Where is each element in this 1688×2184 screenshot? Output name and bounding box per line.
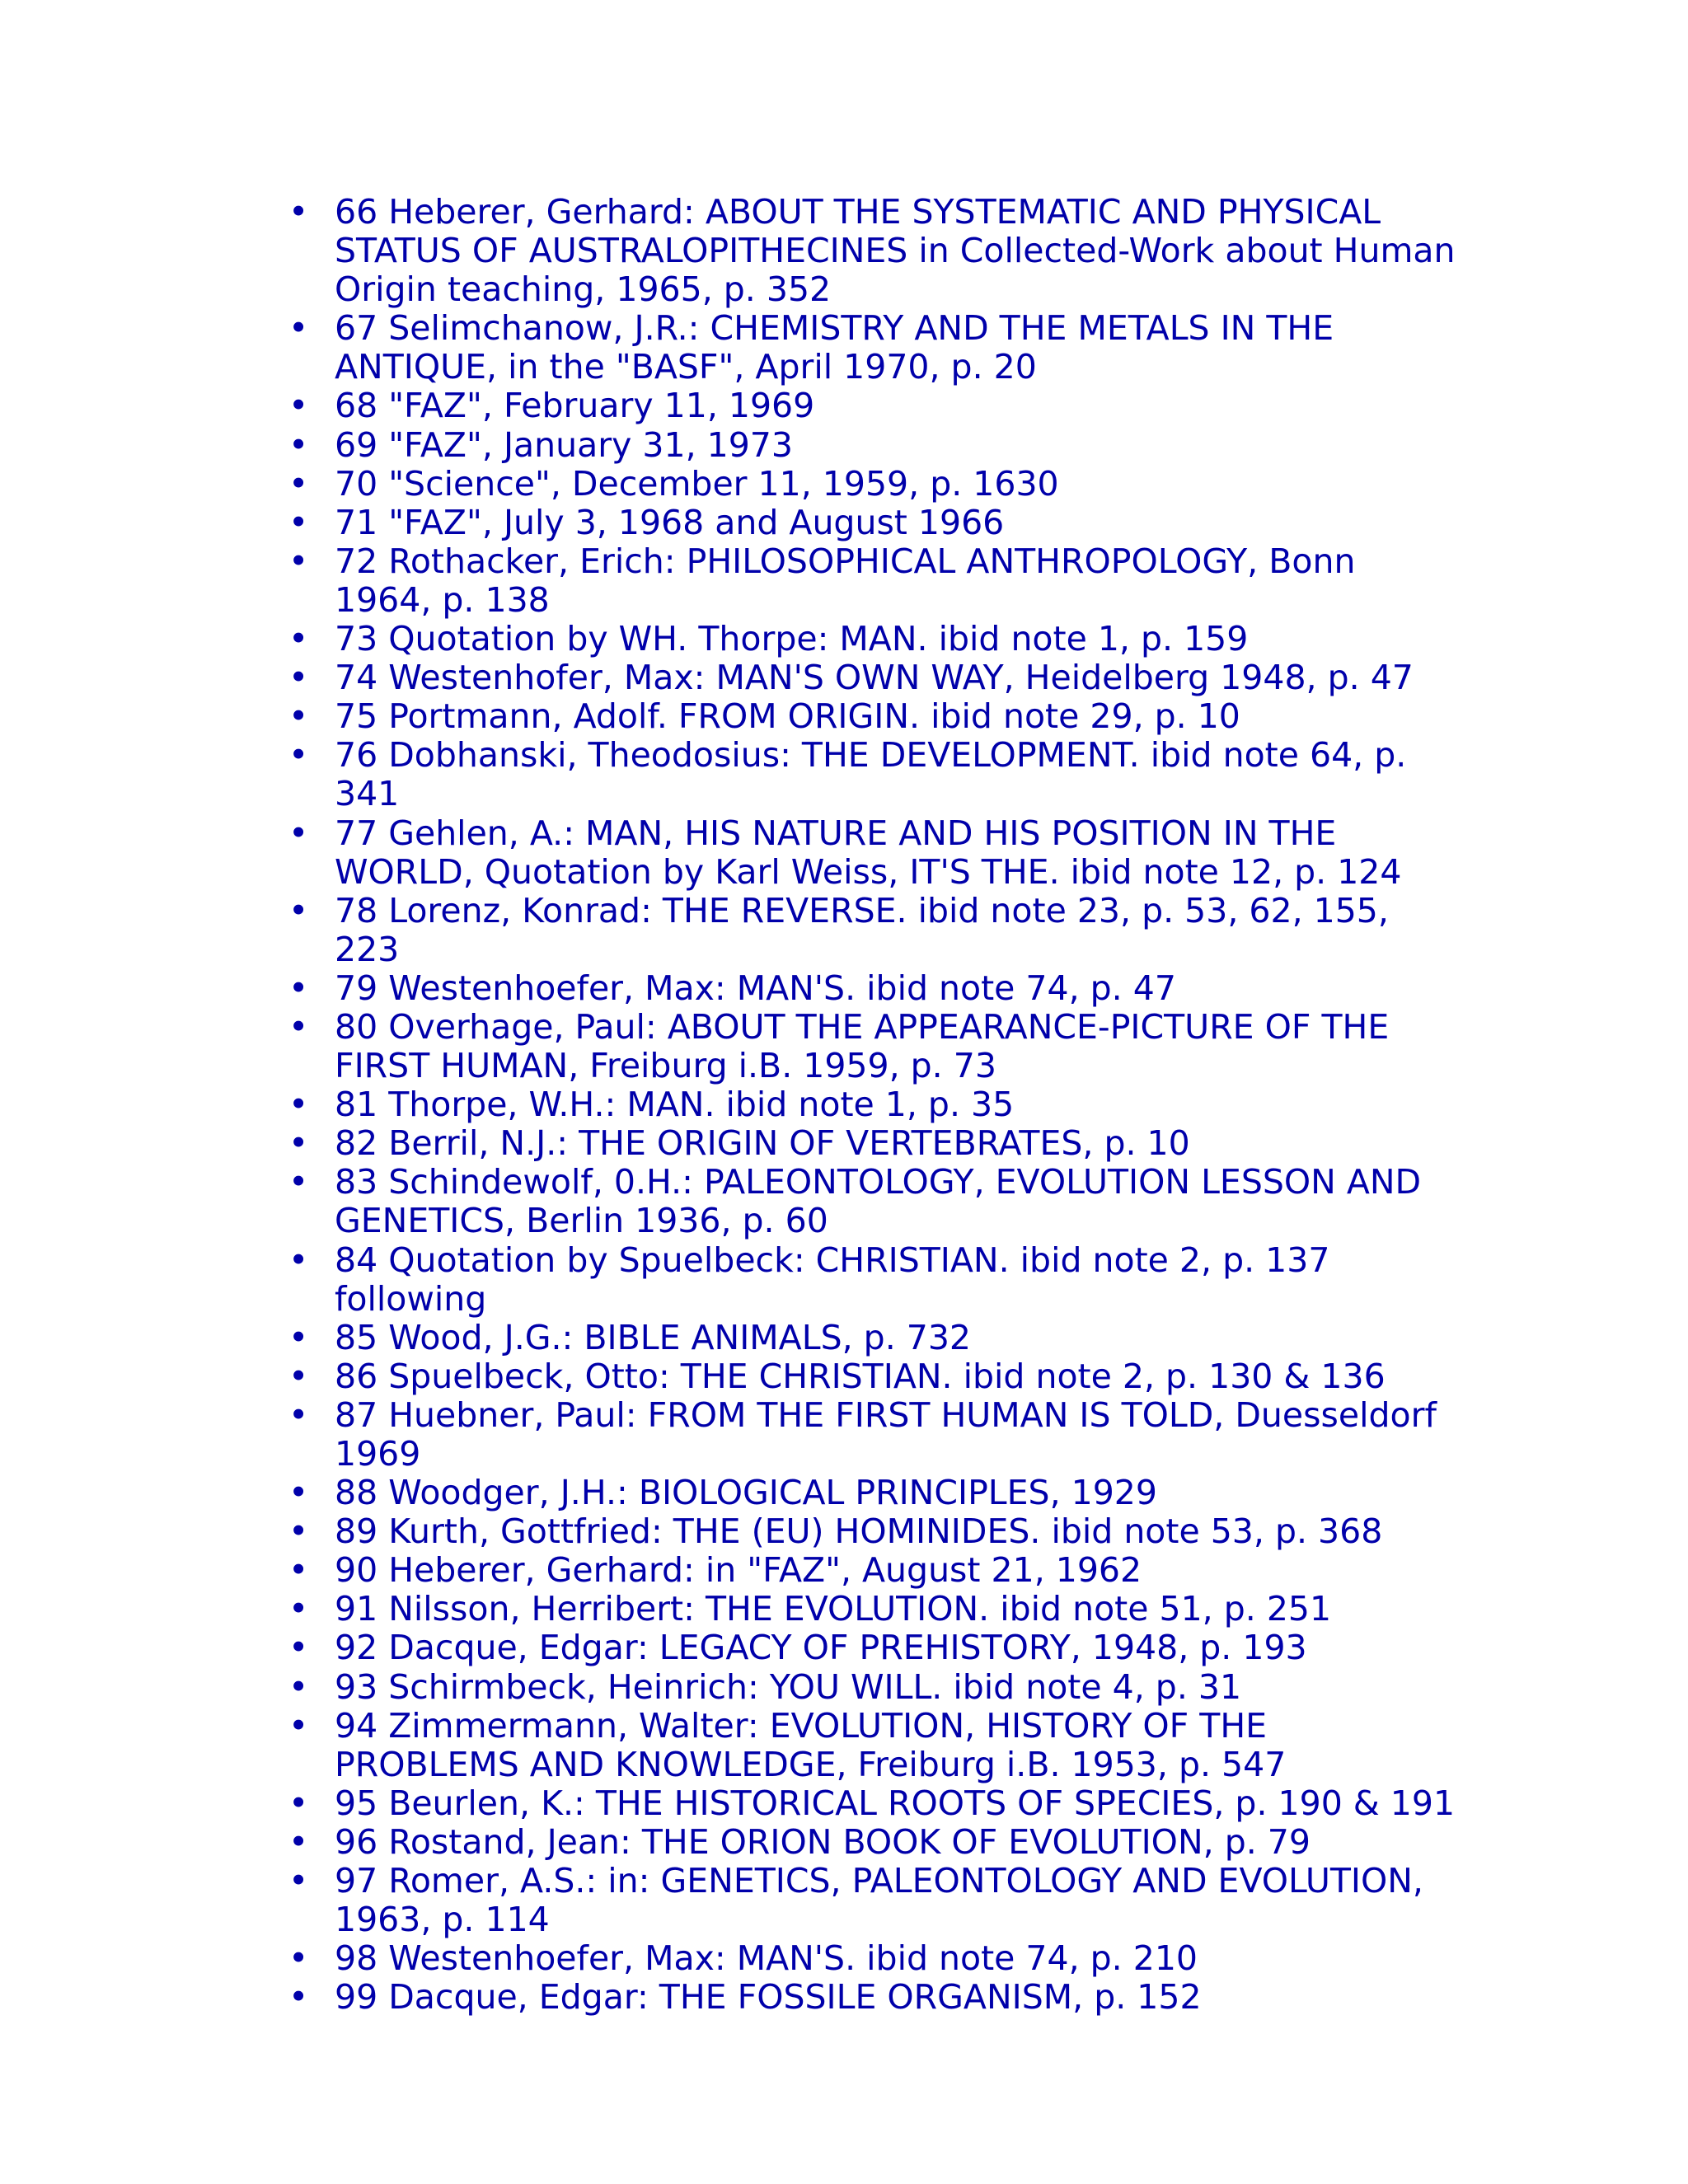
note-text: 67 Selimchanow, J.R.: CHEMISTRY AND THE METALS IN THE ANTIQUE, in the "BASF", April 1970, p. 20 xyxy=(335,308,1334,387)
bullet-icon: • xyxy=(288,308,309,349)
list-item xyxy=(288,1628,1456,1668)
list-item xyxy=(288,968,1456,1008)
list-item xyxy=(288,813,1456,892)
list-item xyxy=(288,1085,1456,1125)
list-item xyxy=(288,1977,1456,2018)
list-item xyxy=(288,1938,1456,1979)
list-item xyxy=(288,1006,1456,1086)
note-text: 72 Rothacker, Erich: PHILOSOPHICAL ANTHROPOLOGY, Bonn 1964, p. 138 xyxy=(335,541,1356,620)
list-item xyxy=(288,1356,1456,1396)
note-text: 95 Beurlen, K.: THE HISTORICAL ROOTS OF SPECIES, p. 190 & 191 xyxy=(335,1783,1456,1823)
bullet-icon: • xyxy=(288,1240,309,1280)
note-text: 96 Rostand, Jean: THE ORION BOOK OF EVOLUTION, p. 79 xyxy=(335,1821,1311,1862)
note-text: 75 Portmann, Adolf. FROM ORIGIN. ibid note 29, p. 10 xyxy=(335,696,1240,737)
bullet-icon: • xyxy=(288,619,309,659)
bullet-icon: • xyxy=(288,1511,309,1552)
bullet-icon: • xyxy=(288,386,309,426)
note-text: 70 "Science", December 11, 1959, p. 1630 xyxy=(335,463,1059,504)
list-item xyxy=(288,1666,1456,1707)
bullet-icon: • xyxy=(288,735,309,776)
list-item xyxy=(288,735,1456,814)
note-text: 74 Westenhofer, Max: MAN'S OWN WAY, Heidelberg 1948, p. 47 xyxy=(335,658,1414,698)
list-item xyxy=(288,386,1456,426)
note-text: 86 Spuelbeck, Otto: THE CHRISTIAN. ibid note 2, p. 130 & 136 xyxy=(335,1356,1386,1396)
bullet-icon: • xyxy=(288,541,309,581)
bullet-icon: • xyxy=(288,1861,309,1901)
note-text: 87 Huebner, Paul: FROM THE FIRST HUMAN IS TOLD, Duesseldorf 1969 xyxy=(335,1394,1437,1474)
list-item xyxy=(288,1123,1456,1164)
note-text: 93 Schirmbeck, Heinrich: YOU WILL. ibid note 4, p. 31 xyxy=(335,1666,1242,1707)
list-item xyxy=(288,502,1456,542)
bullet-icon: • xyxy=(288,1006,309,1047)
bullet-icon: • xyxy=(288,1162,309,1202)
note-text: 99 Dacque, Edgar: THE FOSSILE ORGANISM, p. 152 xyxy=(335,1977,1202,2018)
note-text: 88 Woodger, J.H.: BIOLOGICAL PRINCIPLES, 1929 xyxy=(335,1473,1157,1513)
list-item xyxy=(288,1162,1456,1241)
list-item xyxy=(288,1821,1456,1862)
list-item xyxy=(288,1394,1456,1474)
note-text: 97 Romer, A.S.: in: GENETICS, PALEONTOLOGY AND EVOLUTION, 1963, p. 114 xyxy=(335,1861,1423,1940)
bullet-icon: • xyxy=(288,658,309,698)
list-item xyxy=(288,1511,1456,1552)
note-text: 91 Nilsson, Herribert: THE EVOLUTION. ibid note 51, p. 251 xyxy=(335,1589,1332,1629)
list-item xyxy=(288,1240,1456,1319)
note-text: 82 Berril, N.J.: THE ORIGIN OF VERTEBRATES, p. 10 xyxy=(335,1123,1190,1164)
note-text: 92 Dacque, Edgar: LEGACY OF PREHISTORY, 1948, p. 193 xyxy=(335,1628,1307,1668)
list-item xyxy=(288,1550,1456,1591)
bullet-icon: • xyxy=(288,1085,309,1125)
bullet-icon: • xyxy=(288,1977,309,2018)
bullet-icon: • xyxy=(288,1821,309,1862)
list-item xyxy=(288,696,1456,737)
bullet-icon: • xyxy=(288,1783,309,1823)
note-text: 80 Overhage, Paul: ABOUT THE APPEARANCE-PICTURE OF THE FIRST HUMAN, Freiburg i.B. 1959, p. 73 xyxy=(335,1006,1390,1086)
note-text: 73 Quotation by WH. Thorpe: MAN. ibid note 1, p. 159 xyxy=(335,619,1249,659)
list-item xyxy=(288,1861,1456,1940)
bullet-icon: • xyxy=(288,1473,309,1513)
note-text: 89 Kurth, Gottfried: THE (EU) HOMINIDES. ibid note 53, p. 368 xyxy=(335,1511,1383,1552)
note-text: 79 Westenhoefer, Max: MAN'S. ibid note 74, p. 47 xyxy=(335,968,1176,1008)
list-item xyxy=(288,192,1456,310)
note-text: 90 Heberer, Gerhard: in "FAZ", August 21, 1962 xyxy=(335,1550,1142,1591)
note-text: 85 Wood, J.G.: BIBLE ANIMALS, p. 732 xyxy=(335,1317,972,1357)
list-item xyxy=(288,308,1456,387)
bullet-icon: • xyxy=(288,1589,309,1629)
list-item xyxy=(288,619,1456,659)
list-item xyxy=(288,1783,1456,1823)
bullet-icon: • xyxy=(288,502,309,542)
bullet-icon: • xyxy=(288,192,309,232)
bullet-icon: • xyxy=(288,696,309,737)
list-item xyxy=(288,1473,1456,1513)
list-item xyxy=(288,1317,1456,1357)
bullet-icon: • xyxy=(288,890,309,930)
bullet-icon: • xyxy=(288,1550,309,1591)
note-text: 78 Lorenz, Konrad: THE REVERSE. ibid note 23, p. 53, 62, 155, 223 xyxy=(335,890,1389,969)
bullet-icon: • xyxy=(288,1705,309,1746)
bullet-icon: • xyxy=(288,424,309,465)
bullet-icon: • xyxy=(288,463,309,504)
list-item xyxy=(288,1705,1456,1784)
note-text: 66 Heberer, Gerhard: ABOUT THE SYSTEMATIC AND PHYSICAL STATUS OF AUSTRALOPITHECINES in Collected-Work about Human Origin teaching, 1965, p. 352 xyxy=(335,192,1456,310)
bullet-icon: • xyxy=(288,1317,309,1357)
note-text: 77 Gehlen, A.: MAN, HIS NATURE AND HIS POSITION IN THE WORLD, Quotation by Karl Weiss, IT'S THE. ibid note 12, p. 124 xyxy=(335,813,1402,892)
bullet-icon: • xyxy=(288,968,309,1008)
note-text: 76 Dobhanski, Theodosius: THE DEVELOPMENT. ibid note 64, p. 341 xyxy=(335,735,1407,814)
note-text: 84 Quotation by Spuelbeck: CHRISTIAN. ibid note 2, p. 137 following xyxy=(335,1240,1330,1319)
bullet-icon: • xyxy=(288,1394,309,1435)
bullet-icon: • xyxy=(288,1938,309,1979)
note-text: 69 "FAZ", January 31, 1973 xyxy=(335,424,793,465)
list-item xyxy=(288,658,1456,698)
list-item xyxy=(288,463,1456,504)
note-text: 94 Zimmermann, Walter: EVOLUTION, HISTORY OF THE PROBLEMS AND KNOWLEDGE, Freiburg i.B. 1953, p. 547 xyxy=(335,1705,1287,1784)
note-text: 71 "FAZ", July 3, 1968 and August 1966 xyxy=(335,502,1005,542)
list-item xyxy=(288,1589,1456,1629)
bullet-icon: • xyxy=(288,1628,309,1668)
list-item xyxy=(288,541,1456,620)
note-text: 68 "FAZ", February 11, 1969 xyxy=(335,386,815,426)
bullet-icon: • xyxy=(288,1666,309,1707)
list-item xyxy=(288,890,1456,969)
note-text: 98 Westenhoefer, Max: MAN'S. ibid note 74, p. 210 xyxy=(335,1938,1198,1979)
bullet-icon: • xyxy=(288,1356,309,1396)
bullet-icon: • xyxy=(288,813,309,853)
note-text: 81 Thorpe, W.H.: MAN. ibid note 1, p. 35 xyxy=(335,1085,1015,1125)
footnotes-list xyxy=(288,192,1456,2018)
bullet-icon: • xyxy=(288,1123,309,1164)
list-item xyxy=(288,424,1456,465)
note-text: 83 Schindewolf, 0.H.: PALEONTOLOGY, EVOLUTION LESSON AND GENETICS, Berlin 1936, p. 60 xyxy=(335,1162,1422,1241)
